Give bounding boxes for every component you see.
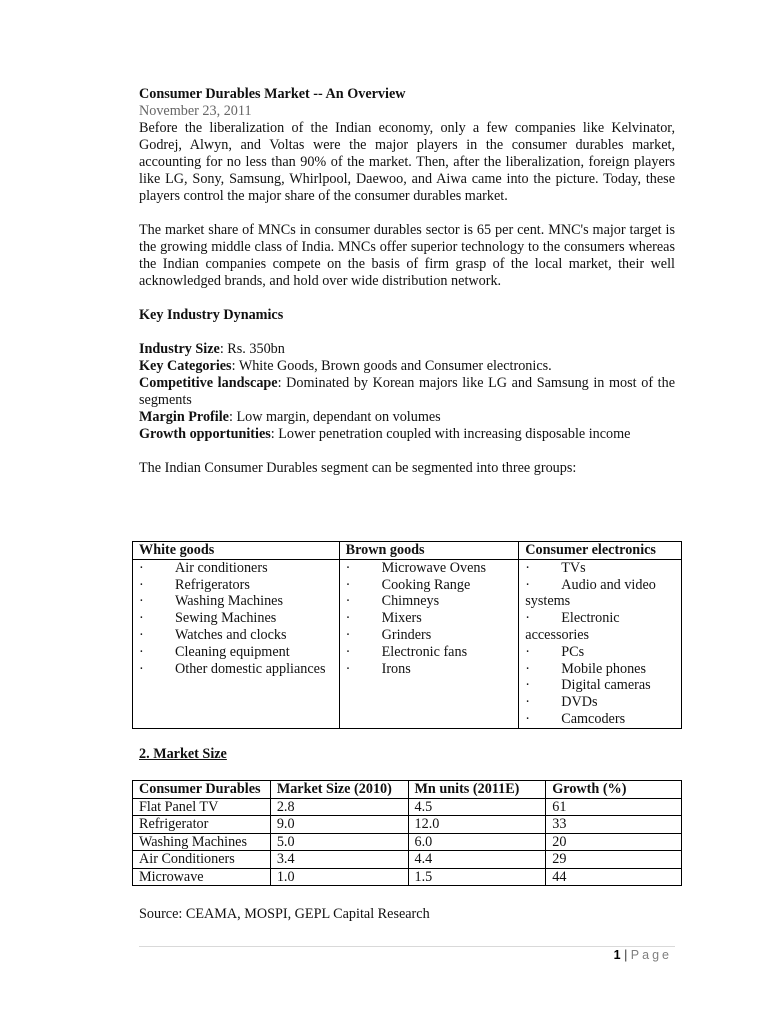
kv-item: Key Categories: White Goods, Brown goods and Consumer electronics.	[139, 358, 552, 374]
bullet-icon: ·	[525, 610, 530, 627]
segment-list-item: · Sewing Machines	[139, 610, 277, 627]
segment-list-item: · Air conditioners	[139, 559, 268, 576]
segment-list-item: · Audio and video systems	[525, 576, 656, 610]
kv-item: Industry Size: Rs. 350bn	[139, 341, 285, 357]
table-cell: 29	[546, 851, 682, 869]
table-cell: 33	[546, 816, 682, 834]
segment-list-item: · Mixers	[345, 610, 422, 627]
segment-list-item: · TVs	[525, 559, 586, 576]
bullet-icon: ·	[139, 576, 144, 593]
page-number: 1	[613, 948, 621, 962]
segment-list-item: · Watches and clocks	[139, 626, 287, 643]
segment-list-item: · Digital cameras	[525, 677, 651, 694]
segments-header-white: White goods	[133, 542, 340, 560]
segments-header-electronics: Consumer electronics	[519, 542, 682, 560]
ms-header-growth: Growth (%)	[546, 781, 682, 799]
table-cell: 9.0	[270, 816, 408, 834]
kv-item: Competitive landscape: Dominated by Korean majors like LG and Samsung in most of the segments	[139, 375, 675, 408]
bullet-icon: ·	[345, 626, 351, 643]
table-cell: 61	[546, 798, 682, 816]
segment-list-item: · Mobile phones	[525, 660, 646, 677]
table-cell: 20	[546, 833, 682, 851]
segment-list-item: · Electronic accessories	[525, 610, 620, 643]
bullet-icon: ·	[139, 593, 144, 610]
footer-separator: |	[624, 948, 628, 962]
key-dynamics-heading: Key Industry Dynamics	[139, 307, 284, 323]
ms-header-units: Mn units (2011E)	[408, 781, 546, 799]
table-cell: Air Conditioners	[133, 851, 271, 869]
bullet-icon: ·	[139, 660, 144, 677]
page-footer	[614, 948, 672, 962]
table-cell: 4.5	[408, 798, 546, 816]
segment-list-item: · Washing Machines	[139, 593, 283, 610]
bullet-icon: ·	[525, 576, 530, 593]
segment-list-item: · Other domestic appliances	[139, 660, 326, 677]
page-label: Page	[630, 948, 672, 962]
bullet-icon: ·	[525, 559, 530, 576]
table-row	[133, 816, 682, 834]
segment-list-item: · Chimneys	[345, 593, 440, 610]
segments-col-electronics	[519, 559, 682, 728]
bullet-icon: ·	[345, 660, 351, 677]
kv-item: Margin Profile: Low margin, dependant on volumes	[139, 409, 441, 425]
bullet-icon: ·	[345, 593, 351, 610]
segment-list-item: · Irons	[345, 660, 411, 677]
segment-list-item: · Microwave Ovens	[345, 559, 487, 576]
segments-col-brown	[339, 559, 519, 728]
table-cell: Washing Machines	[133, 833, 271, 851]
bullet-icon: ·	[139, 559, 144, 576]
table-cell: 4.4	[408, 851, 546, 869]
table-cell: 12.0	[408, 816, 546, 834]
table-cell: 1.0	[270, 868, 408, 886]
source-note: Source: CEAMA, MOSPI, GEPL Capital Research	[139, 906, 430, 922]
table-cell: 3.4	[270, 851, 408, 869]
paragraph-intro: Before the liberalization of the Indian economy, only a few companies like Kelvinator, Godrej, Alwyn, and Voltas were the major players in the consumer durables market, accounting for no less than 90% of the market. Then, after the liberalization, foreign players like LG, Sony, Samsung, Whirlpool, Daewoo, and Aiwa came into the picture. Today, these players control the major share of the consumer durables market.	[139, 120, 675, 204]
bullet-icon: ·	[345, 643, 351, 660]
bullet-icon: ·	[525, 643, 530, 660]
bullet-icon: ·	[525, 694, 530, 711]
ms-header-category: Consumer Durables	[133, 781, 271, 799]
document-date: November 23, 2011	[139, 103, 252, 119]
table-cell: Flat Panel TV	[133, 798, 271, 816]
bullet-icon: ·	[139, 610, 144, 627]
bullet-icon: ·	[525, 660, 530, 677]
segment-intro: The Indian Consumer Durables segment can be segmented into three groups:	[139, 460, 577, 476]
segment-list-item: · Camcoders	[525, 710, 626, 727]
bullet-icon: ·	[345, 559, 351, 576]
table-cell: 6.0	[408, 833, 546, 851]
footer-divider	[139, 946, 675, 947]
segment-list-item: · Refrigerators	[139, 576, 250, 593]
table-cell: 44	[546, 868, 682, 886]
ms-header-size: Market Size (2010)	[270, 781, 408, 799]
document-body	[139, 86, 675, 477]
key-dynamics-list	[139, 341, 675, 443]
table-row	[133, 851, 682, 869]
table-row	[133, 798, 682, 816]
kv-item: Growth opportunities: Lower penetration coupled with increasing disposable income	[139, 426, 631, 442]
market-size-heading: 2. Market Size	[139, 746, 227, 762]
market-size-table	[132, 780, 682, 886]
table-cell: 2.8	[270, 798, 408, 816]
table-cell: 1.5	[408, 868, 546, 886]
bullet-icon: ·	[345, 610, 351, 627]
bullet-icon: ·	[525, 677, 530, 694]
segments-header-brown: Brown goods	[339, 542, 519, 560]
segments-col-white	[133, 559, 340, 728]
table-cell: Microwave	[133, 868, 271, 886]
segment-list-item: · Electronic fans	[345, 643, 468, 660]
segment-list-item: · Cooking Range	[345, 576, 471, 593]
paragraph-mnc: The market share of MNCs in consumer durables sector is 65 per cent. MNC's major target is the growing middle class of India. MNCs offer superior technology to the consumers whereas the Indian companies compete on the basis of firm grasp of the local market, their well acknowledged brands, and hold over wide distribution network.	[139, 222, 675, 289]
segment-list-item: · DVDs	[525, 694, 598, 711]
bullet-icon: ·	[139, 643, 144, 660]
segment-list-item: · PCs	[525, 643, 585, 660]
table-row	[133, 833, 682, 851]
table-cell: Refrigerator	[133, 816, 271, 834]
document-title: Consumer Durables Market -- An Overview	[139, 86, 406, 102]
bullet-icon: ·	[139, 626, 144, 643]
table-row	[133, 868, 682, 886]
segment-list-item: · Cleaning equipment	[139, 643, 290, 660]
segment-list-item: · Grinders	[345, 626, 432, 643]
bullet-icon: ·	[345, 576, 351, 593]
bullet-icon: ·	[525, 710, 530, 727]
table-cell: 5.0	[270, 833, 408, 851]
segments-table	[132, 541, 682, 729]
